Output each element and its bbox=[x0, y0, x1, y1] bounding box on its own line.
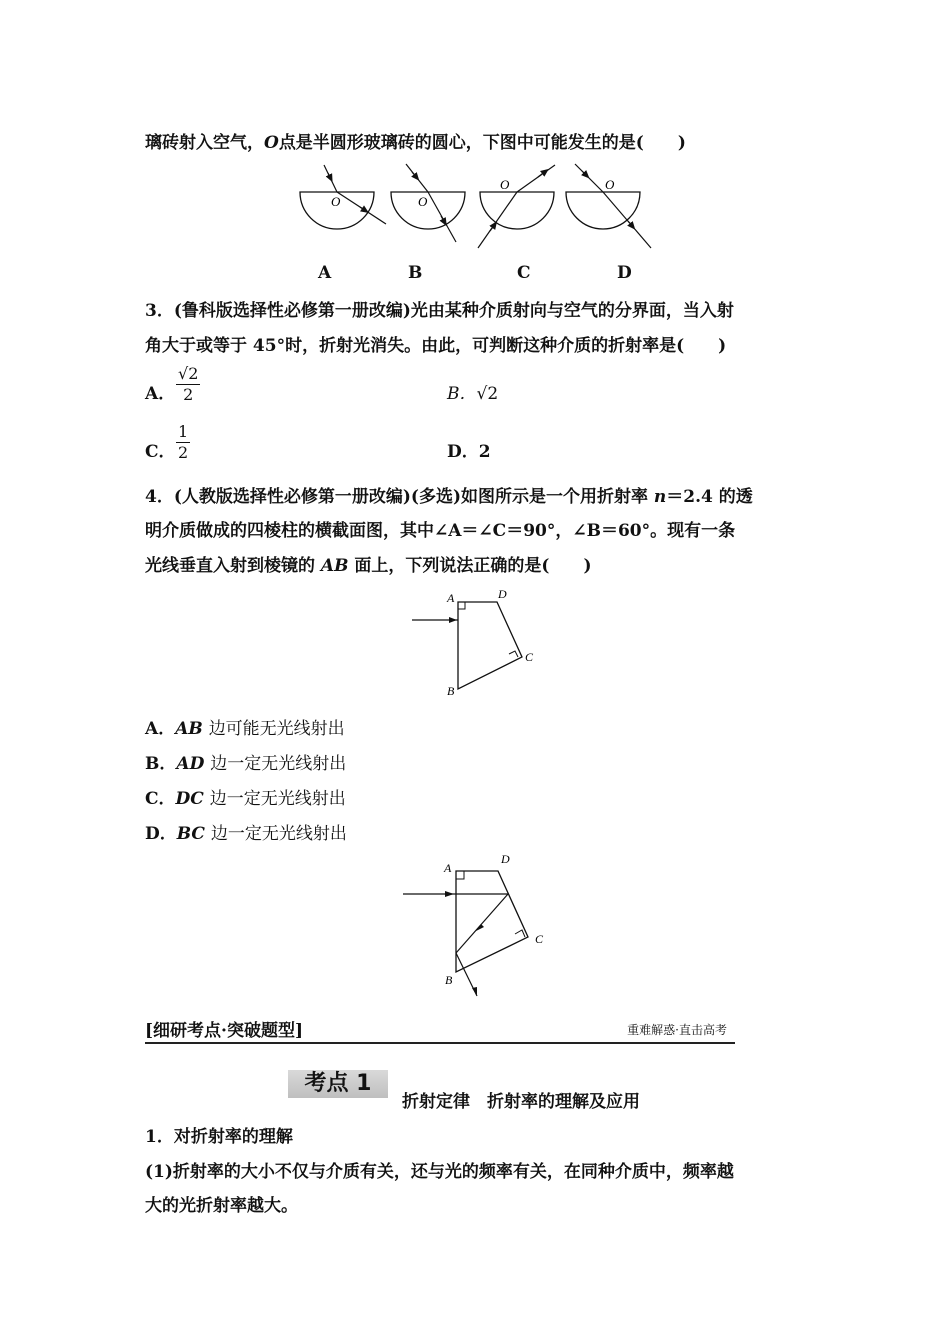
center-label-c: O bbox=[500, 177, 510, 192]
figure-d bbox=[566, 164, 651, 248]
section-title: [细研考点·突破题型] bbox=[145, 1021, 304, 1041]
kaodian-title: 折射定律 折射率的理解及应用 bbox=[402, 1092, 640, 1112]
vertex-d-2: D bbox=[501, 852, 510, 866]
q4-line1: 4．(人教版选择性必修第一册改编)(多选)如图所示是一个用折射率 n＝2.4 的透 bbox=[145, 487, 753, 507]
center-label-a: O bbox=[331, 194, 341, 209]
fig-label-d: D bbox=[617, 263, 632, 283]
fig-label-b: B bbox=[408, 263, 423, 283]
figure-a bbox=[300, 165, 386, 229]
vertex-c: C bbox=[525, 650, 534, 664]
q3-option-b-label: B．√2 bbox=[447, 384, 499, 404]
fig-label-a: A bbox=[318, 263, 332, 283]
center-label-d: O bbox=[605, 177, 615, 192]
kaodian-badge: 考点 1 bbox=[288, 1070, 388, 1098]
vertex-a: A bbox=[447, 591, 455, 605]
q4-option-a: A．AB 边可能无光线射出 bbox=[145, 719, 345, 739]
section-header bbox=[145, 1016, 735, 1044]
vertex-b: B bbox=[447, 684, 455, 698]
vertex-c-2: C bbox=[535, 932, 544, 946]
q3-option-c-fraction bbox=[176, 422, 190, 463]
vertex-a-2: A bbox=[444, 861, 452, 875]
section-subtitle: 重难解惑·直击高考 bbox=[627, 1023, 727, 1037]
fig-label-c: C bbox=[517, 263, 531, 283]
q3-option-d: D．2 bbox=[447, 442, 491, 462]
point-para-line2: 大的光折射率越大。 bbox=[145, 1196, 298, 1216]
q4-option-d: D．BC 边一定无光线射出 bbox=[145, 824, 347, 844]
q4-option-b: B．AD 边一定无光线射出 bbox=[145, 754, 347, 774]
q3-option-a-label: A． bbox=[145, 384, 176, 404]
q4-line2: 明介质做成的四棱柱的横截面图，其中∠A＝∠C＝90°，∠B＝60°。现有一条 bbox=[145, 521, 736, 541]
q4-option-c: C．DC 边一定无光线射出 bbox=[145, 789, 346, 809]
q4-line3: 光线垂直入射到棱镜的 AB 面上，下列说法正确的是( ) bbox=[145, 556, 592, 576]
figure-c bbox=[478, 165, 555, 248]
q3-option-a-num: √2 bbox=[178, 364, 199, 383]
vertex-b-2: B bbox=[445, 973, 453, 987]
q3-option-c-den: 2 bbox=[178, 443, 189, 462]
point-heading: 1．对折射率的理解 bbox=[145, 1127, 293, 1147]
prism-figure-2 bbox=[398, 850, 558, 1000]
q3-option-c-label: C． bbox=[145, 442, 176, 462]
prism-figure-1 bbox=[405, 585, 550, 700]
q3-option-a-den: 2 bbox=[183, 385, 194, 404]
q3-option-a-fraction bbox=[176, 364, 200, 405]
point-para-line1: (1)折射率的大小不仅与介质有关，还与光的频率有关，在同种介质中，频率越 bbox=[145, 1162, 734, 1182]
figure-b bbox=[391, 164, 465, 242]
q2-line1: 璃砖射入空气，O点是半圆形玻璃砖的圆心，下图中可能发生的是( ) bbox=[145, 133, 686, 153]
q3-line2: 角大于或等于 45°时，折射光消失。由此，可判断这种介质的折射率是( ) bbox=[145, 336, 727, 356]
vertex-d: D bbox=[498, 587, 507, 601]
q2-figures bbox=[290, 160, 660, 260]
q3-option-b-value: √2 bbox=[476, 384, 499, 404]
q3-line1: 3．(鲁科版选择性必修第一册改编)光由某种介质射向与空气的分界面，当入射 bbox=[145, 301, 734, 321]
q3-option-c-num: 1 bbox=[178, 422, 189, 441]
center-label-b: O bbox=[418, 194, 428, 209]
